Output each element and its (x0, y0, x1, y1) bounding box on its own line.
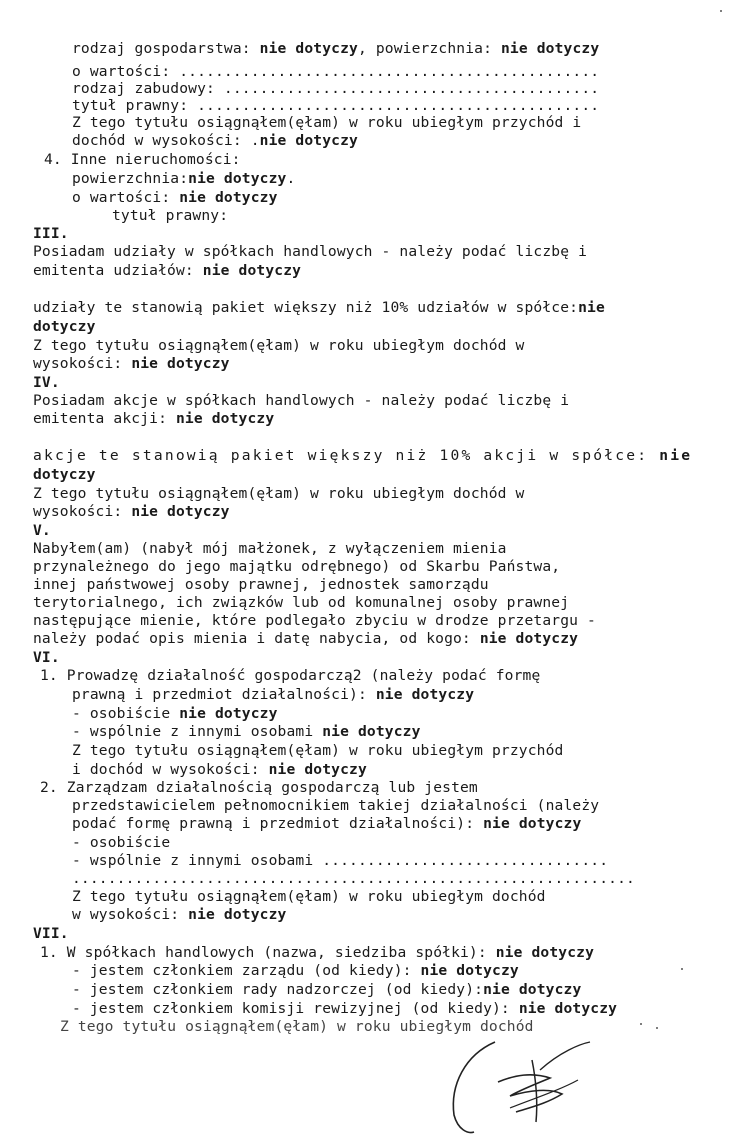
section-iv-heading: IV. (33, 374, 60, 391)
scan-speck (640, 1023, 642, 1025)
stocks-package-line: akcje te stanowią pakiet większy niż 10% akcji w spółce: nie (33, 447, 693, 464)
stocks-income-line: Z tego tytułu osiągnąłem(ęłam) w roku ubiegłym dochód w (33, 485, 525, 502)
scan-speck (681, 968, 683, 970)
business-income-amount: i dochód w wysokości: nie dotyczy (72, 761, 367, 778)
other-properties-heading: 4. Inne nieruchomości: (44, 151, 241, 168)
other-area-line: powierzchnia:nie dotyczy. (72, 170, 296, 187)
acquisition-line-3: innej państwowej osoby prawnej, jednostek samorządu (33, 576, 489, 593)
management-line-1: 2. Zarządzam działalnością gospodarczą lub jestem (40, 779, 478, 796)
farm-income-amount-line: dochód w wysokości: .nie dotyczy (72, 132, 358, 149)
shares-package-cont: dotyczy (33, 318, 96, 335)
acquisition-line-4: terytorialnego, ich związków lub od komunalnej osoby prawnej (33, 594, 570, 611)
shares-package-line: udziały te stanowią pakiet większy niż 10% udziałów w spółce:nie (33, 299, 605, 316)
business-line-2: prawną i przedmiot działalności): nie dotyczy (72, 686, 475, 703)
farm-income-line: Z tego tytułu osiągnąłem(ęłam) w roku ubiegłym przychód i (72, 114, 582, 131)
other-value-line: o wartości: nie dotyczy (72, 189, 278, 206)
legal-title-line: tytuł prawny: ............................................. (72, 97, 600, 114)
farm-value-line: o wartości: ............................................... (72, 63, 600, 80)
scan-speck (656, 1027, 658, 1029)
management-personal-line: - osobiście (72, 834, 171, 851)
business-line-1: 1. Prowadzę działalność gospodarczą2 (należy podać formę (40, 667, 541, 684)
business-income-line: Z tego tytułu osiągnąłem(ęłam) w roku ubiegłym przychód (72, 742, 564, 759)
audit-member-line: - jestem członkiem komisji rewizyjnej (od kiedy): nie dotyczy (72, 1000, 618, 1017)
acquisition-line-6: należy podać opis mienia i datę nabycia, od kogo: nie dotyczy (33, 630, 579, 647)
management-line-3: podać formę prawną i przedmiot działalności): nie dotyczy (72, 815, 582, 832)
acquisition-line-5: następujące mienie, które podlegało zbyciu w drodze przetargu - (33, 612, 596, 629)
management-dots-line: ............................................................... (72, 870, 635, 887)
acquisition-line-1: Nabyłem(am) (nabył mój małżonek, z wyłączeniem mienia (33, 540, 507, 557)
business-joint-line: - wspólnie z innymi osobami nie dotyczy (72, 723, 421, 740)
section-vi-heading: VI. (33, 649, 60, 666)
stocks-package-cont: dotyczy (33, 466, 96, 483)
shares-line: Posiadam udziały w spółkach handlowych - należy podać liczbę i (33, 243, 588, 260)
management-income-amount: w wysokości: nie dotyczy (72, 906, 287, 923)
stocks-issuer-line: emitenta akcji: nie dotyczy (33, 410, 275, 427)
supervisory-member-line: - jestem członkiem rady nadzorczej (od kiedy):nie dotyczy (72, 981, 582, 998)
management-income-line: Z tego tytułu osiągnąłem(ęłam) w roku ubiegłym dochód (72, 888, 546, 905)
stocks-income-amount: wysokości: nie dotyczy (33, 503, 230, 520)
shares-issuer-line: emitenta udziałów: nie dotyczy (33, 262, 302, 279)
companies-income-line: Z tego tytułu osiągnąłem(ęłam) w roku ubiegłym dochód (60, 1018, 534, 1035)
board-member-line: - jestem członkiem zarządu (od kiedy): nie dotyczy (72, 962, 519, 979)
section-iii-heading: III. (33, 225, 69, 242)
management-joint-line: - wspólnie z innymi osobami ................................ (72, 852, 609, 869)
section-vii-heading: VII. (33, 925, 69, 942)
section-v-heading: V. (33, 522, 51, 539)
shares-income-amount: wysokości: nie dotyczy (33, 355, 230, 372)
farm-type-line: rodzaj gospodarstwa: nie dotyczy, powierzchnia: nie dotyczy (72, 40, 600, 57)
business-personal-line: - osobiście nie dotyczy (72, 705, 278, 722)
acquisition-line-2: przynależnego do jego majątku odrębnego) od Skarbu Państwa, (33, 558, 561, 575)
other-title-line: tytuł prawny: (112, 207, 229, 224)
management-line-2: przedstawicielem pełnomocnikiem takiej działalności (należy (72, 797, 600, 814)
signature-mark (440, 1030, 620, 1140)
companies-line: 1. W spółkach handlowych (nazwa, siedziba spółki): nie dotyczy (40, 944, 595, 961)
stocks-line: Posiadam akcje w spółkach handlowych - należy podać liczbę i (33, 392, 570, 409)
shares-income-line: Z tego tytułu osiągnąłem(ęłam) w roku ubiegłym dochód w (33, 337, 525, 354)
scan-speck (720, 10, 722, 12)
building-type-line: rodzaj zabudowy: .......................................... (72, 80, 600, 97)
